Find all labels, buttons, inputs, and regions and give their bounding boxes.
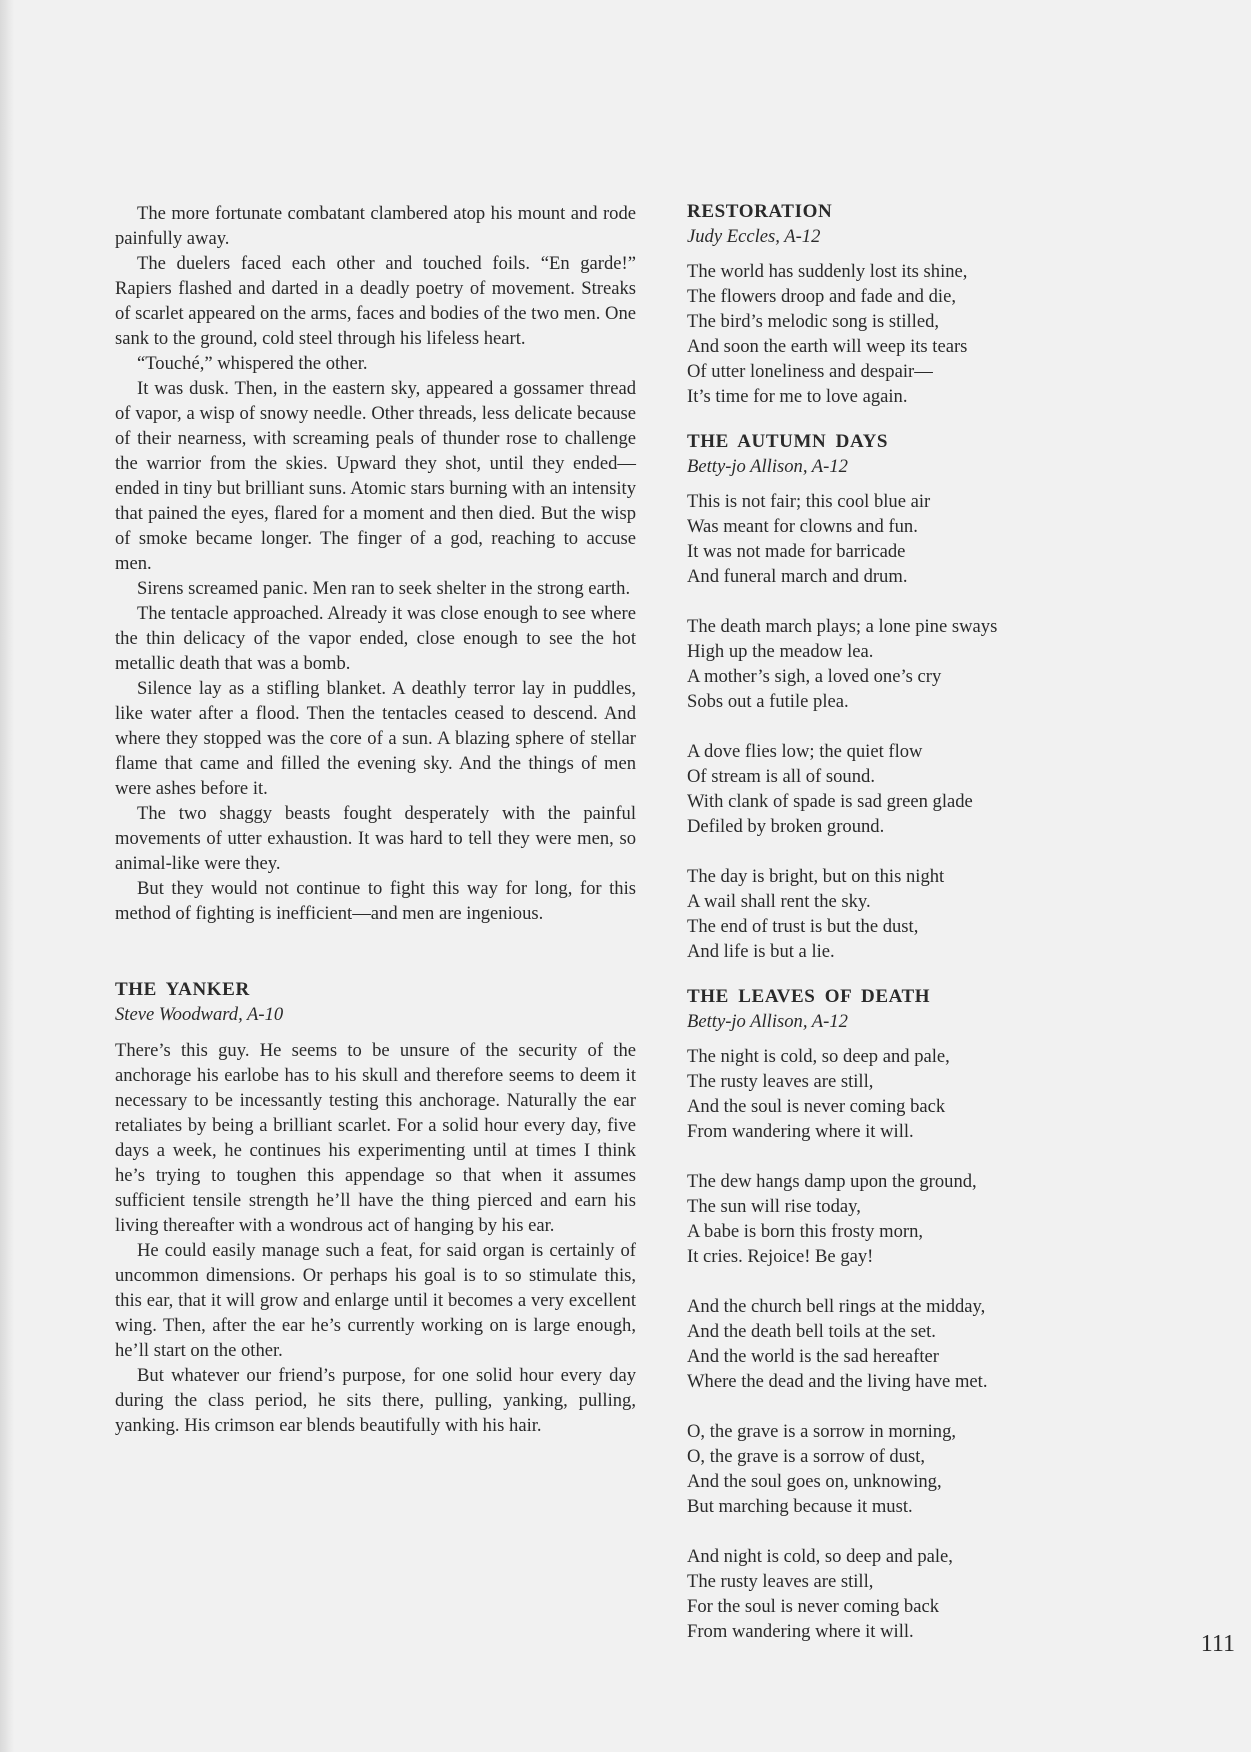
poem-the-autumn-days	[687, 429, 1107, 964]
poem-body	[687, 259, 1107, 409]
paragraph: But whatever our friend’s purpose, for one solid hour every day during the class period, he sits there, pulling, yanking, pulling, yanking. His crimson ear blends beautifully with his hair.	[115, 1365, 636, 1436]
verse-line: It cries. Rejoice! Be gay!	[687, 1246, 874, 1267]
verse-line: This is not fair; this cool blue air	[687, 491, 931, 512]
stanza	[687, 1169, 1107, 1269]
verse-line: The bird’s melodic song is stilled,	[687, 311, 940, 332]
verse-line: A babe is born this frosty morn,	[687, 1221, 924, 1242]
poem-title: THE AUTUMN DAYS	[687, 431, 889, 452]
verse-line: And funeral march and drum.	[687, 566, 908, 587]
verse-line: A wail shall rent the sky.	[687, 891, 871, 912]
verse-line: And the soul is never coming back	[687, 1096, 946, 1117]
verse-line: And night is cold, so deep and pale,	[687, 1546, 953, 1567]
verse-line: For the soul is never coming back	[687, 1596, 939, 1617]
stanza	[687, 739, 1107, 839]
poem-body	[687, 1044, 1107, 1644]
the-yanker-section	[115, 977, 636, 1438]
verse-line: And the world is the sad hereafter	[687, 1346, 939, 1367]
verse-line: The sun will rise today,	[687, 1196, 861, 1217]
right-column	[687, 199, 1107, 1664]
verse-line: Of utter loneliness and despair—	[687, 361, 933, 382]
stanza	[687, 259, 1107, 409]
left-column	[115, 201, 636, 1438]
verse-line: The end of trust is but the dust,	[687, 916, 919, 937]
verse-line: The rusty leaves are still,	[687, 1071, 874, 1092]
verse-line: From wandering where it will.	[687, 1621, 914, 1642]
page-number: 111	[1200, 1631, 1235, 1657]
verse-line: The flowers droop and fade and die,	[687, 286, 956, 307]
paragraph: But they would not continue to fight this way for long, for this method of fighting is inefficient—and men are ingenious.	[115, 878, 636, 924]
verse-line: A mother’s sigh, a loved one’s cry	[687, 666, 942, 687]
verse-line: It was not made for barricade	[687, 541, 906, 562]
author-byline: Steve Woodward, A-10	[115, 1004, 284, 1025]
paragraph: Silence lay as a stifling blanket. A deathly terror lay in puddles, like water after a flood. Then the tentacles ceased to descend. And where they stopped was the core of a sun. A blazing sphere of stellar flame that came and filled the evening sky. And the things of men were ashes before it.	[115, 678, 636, 799]
stanza	[687, 1544, 1107, 1644]
verse-line: The world has suddenly lost its shine,	[687, 261, 968, 282]
verse-line: And the death bell toils at the set.	[687, 1321, 936, 1342]
verse-line: And the church bell rings at the midday,	[687, 1296, 986, 1317]
paragraph: The duelers faced each other and touched foils. “En garde!” Rapiers flashed and darted in a deadly poetry of movement. Streaks of scarlet appeared on the arms, faces and bodies of the two men. One sank to the ground, cold steel through his lifeless heart.	[115, 253, 636, 349]
verse-line: Was meant for clowns and fun.	[687, 516, 918, 537]
verse-line: Of stream is all of sound.	[687, 766, 875, 787]
author-byline: Betty-jo Allison, A-12	[687, 456, 848, 477]
verse-line: The rusty leaves are still,	[687, 1571, 874, 1592]
verse-line: A dove flies low; the quiet flow	[687, 741, 923, 762]
verse-line: The night is cold, so deep and pale,	[687, 1046, 950, 1067]
poem-title: THE LEAVES OF DEATH	[687, 986, 931, 1007]
poem-title: RESTORATION	[687, 201, 833, 222]
author-byline: Betty-jo Allison, A-12	[687, 1011, 848, 1032]
verse-line: High up the meadow lea.	[687, 641, 874, 662]
stanza	[687, 489, 1107, 589]
verse-line: Defiled by broken ground.	[687, 816, 885, 837]
paragraph: He could easily manage such a feat, for said organ is certainly of uncommon dimensions. Or perhaps his goal is to so stimulate this, this ear, that it will grow and enlarge until it becomes a very excellent wing. Then, after the ear he’s currently working on is large enough, he’ll start on the other.	[115, 1240, 636, 1361]
verse-line: O, the grave is a sorrow in morning,	[687, 1421, 957, 1442]
paragraph: It was dusk. Then, in the eastern sky, appeared a gossamer thread of vapor, a wisp of snowy needle. Other threads, less delicate because of their nearness, with screaming peals of thunder rose to challenge the warrior from the skies. Upward they shot, until they ended—ended in tiny but brilliant suns. Atomic stars burning with an intensity that pained the eyes, flared for a moment and then died. But the wisp of smoke became longer. The finger of a god, reaching to accuse men.	[115, 378, 636, 574]
verse-line: And life is but a lie.	[687, 941, 835, 962]
verse-line: Where the dead and the living have met.	[687, 1371, 988, 1392]
stanza	[687, 1294, 1107, 1394]
stanza	[687, 1419, 1107, 1519]
story-continuation	[115, 201, 636, 926]
paragraph: The more fortunate combatant clambered atop his mount and rode painfully away.	[115, 203, 636, 249]
verse-line: Sobs out a futile plea.	[687, 691, 849, 712]
paragraph: Sirens screamed panic. Men ran to seek shelter in the strong earth.	[137, 578, 631, 599]
poem-restoration	[687, 199, 1107, 409]
page-gutter-shadow	[0, 0, 14, 1752]
stanza	[687, 1044, 1107, 1144]
verse-line: O, the grave is a sorrow of dust,	[687, 1446, 926, 1467]
yanker-body	[115, 1038, 636, 1438]
stanza	[687, 614, 1107, 714]
section-title: THE YANKER	[115, 979, 250, 1000]
author-byline: Judy Eccles, A-12	[687, 226, 821, 247]
verse-line: And soon the earth will weep its tears	[687, 336, 968, 357]
verse-line: With clank of spade is sad green glade	[687, 791, 973, 812]
paragraph: The two shaggy beasts fought desperately with the painful movements of utter exhaustion. It was hard to tell they were men, so animal-like were they.	[115, 803, 636, 874]
verse-line: And the soul goes on, unknowing,	[687, 1471, 942, 1492]
verse-line: The death march plays; a lone pine sways	[687, 616, 998, 637]
paragraph: The tentacle approached. Already it was close enough to see where the thin delicacy of the vapor ended, close enough to see the hot metallic death that was a bomb.	[115, 603, 636, 674]
paragraph: “Touché,” whispered the other.	[137, 353, 368, 374]
poem-body	[687, 489, 1107, 964]
verse-line: From wandering where it will.	[687, 1121, 914, 1142]
verse-line: But marching because it must.	[687, 1496, 913, 1517]
stanza	[687, 864, 1107, 964]
verse-line: It’s time for me to love again.	[687, 386, 908, 407]
verse-line: The dew hangs damp upon the ground,	[687, 1171, 977, 1192]
poem-the-leaves-of-death	[687, 984, 1107, 1644]
paragraph: There’s this guy. He seems to be unsure of the security of the anchorage his earlobe has to his skull and therefore seems to deem it necessary to be incessantly testing this anchorage. Naturally the ear retaliates by being a brilliant scarlet. For a solid hour every day, five days a week, he continues his experimenting until at times I think he’s trying to toughen this appendage so that when it assumes sufficient tensile strength he’ll have the thing pierced and earn his living thereafter with a wondrous act of hanging by his ear.	[115, 1040, 636, 1236]
verse-line: The day is bright, but on this night	[687, 866, 945, 887]
